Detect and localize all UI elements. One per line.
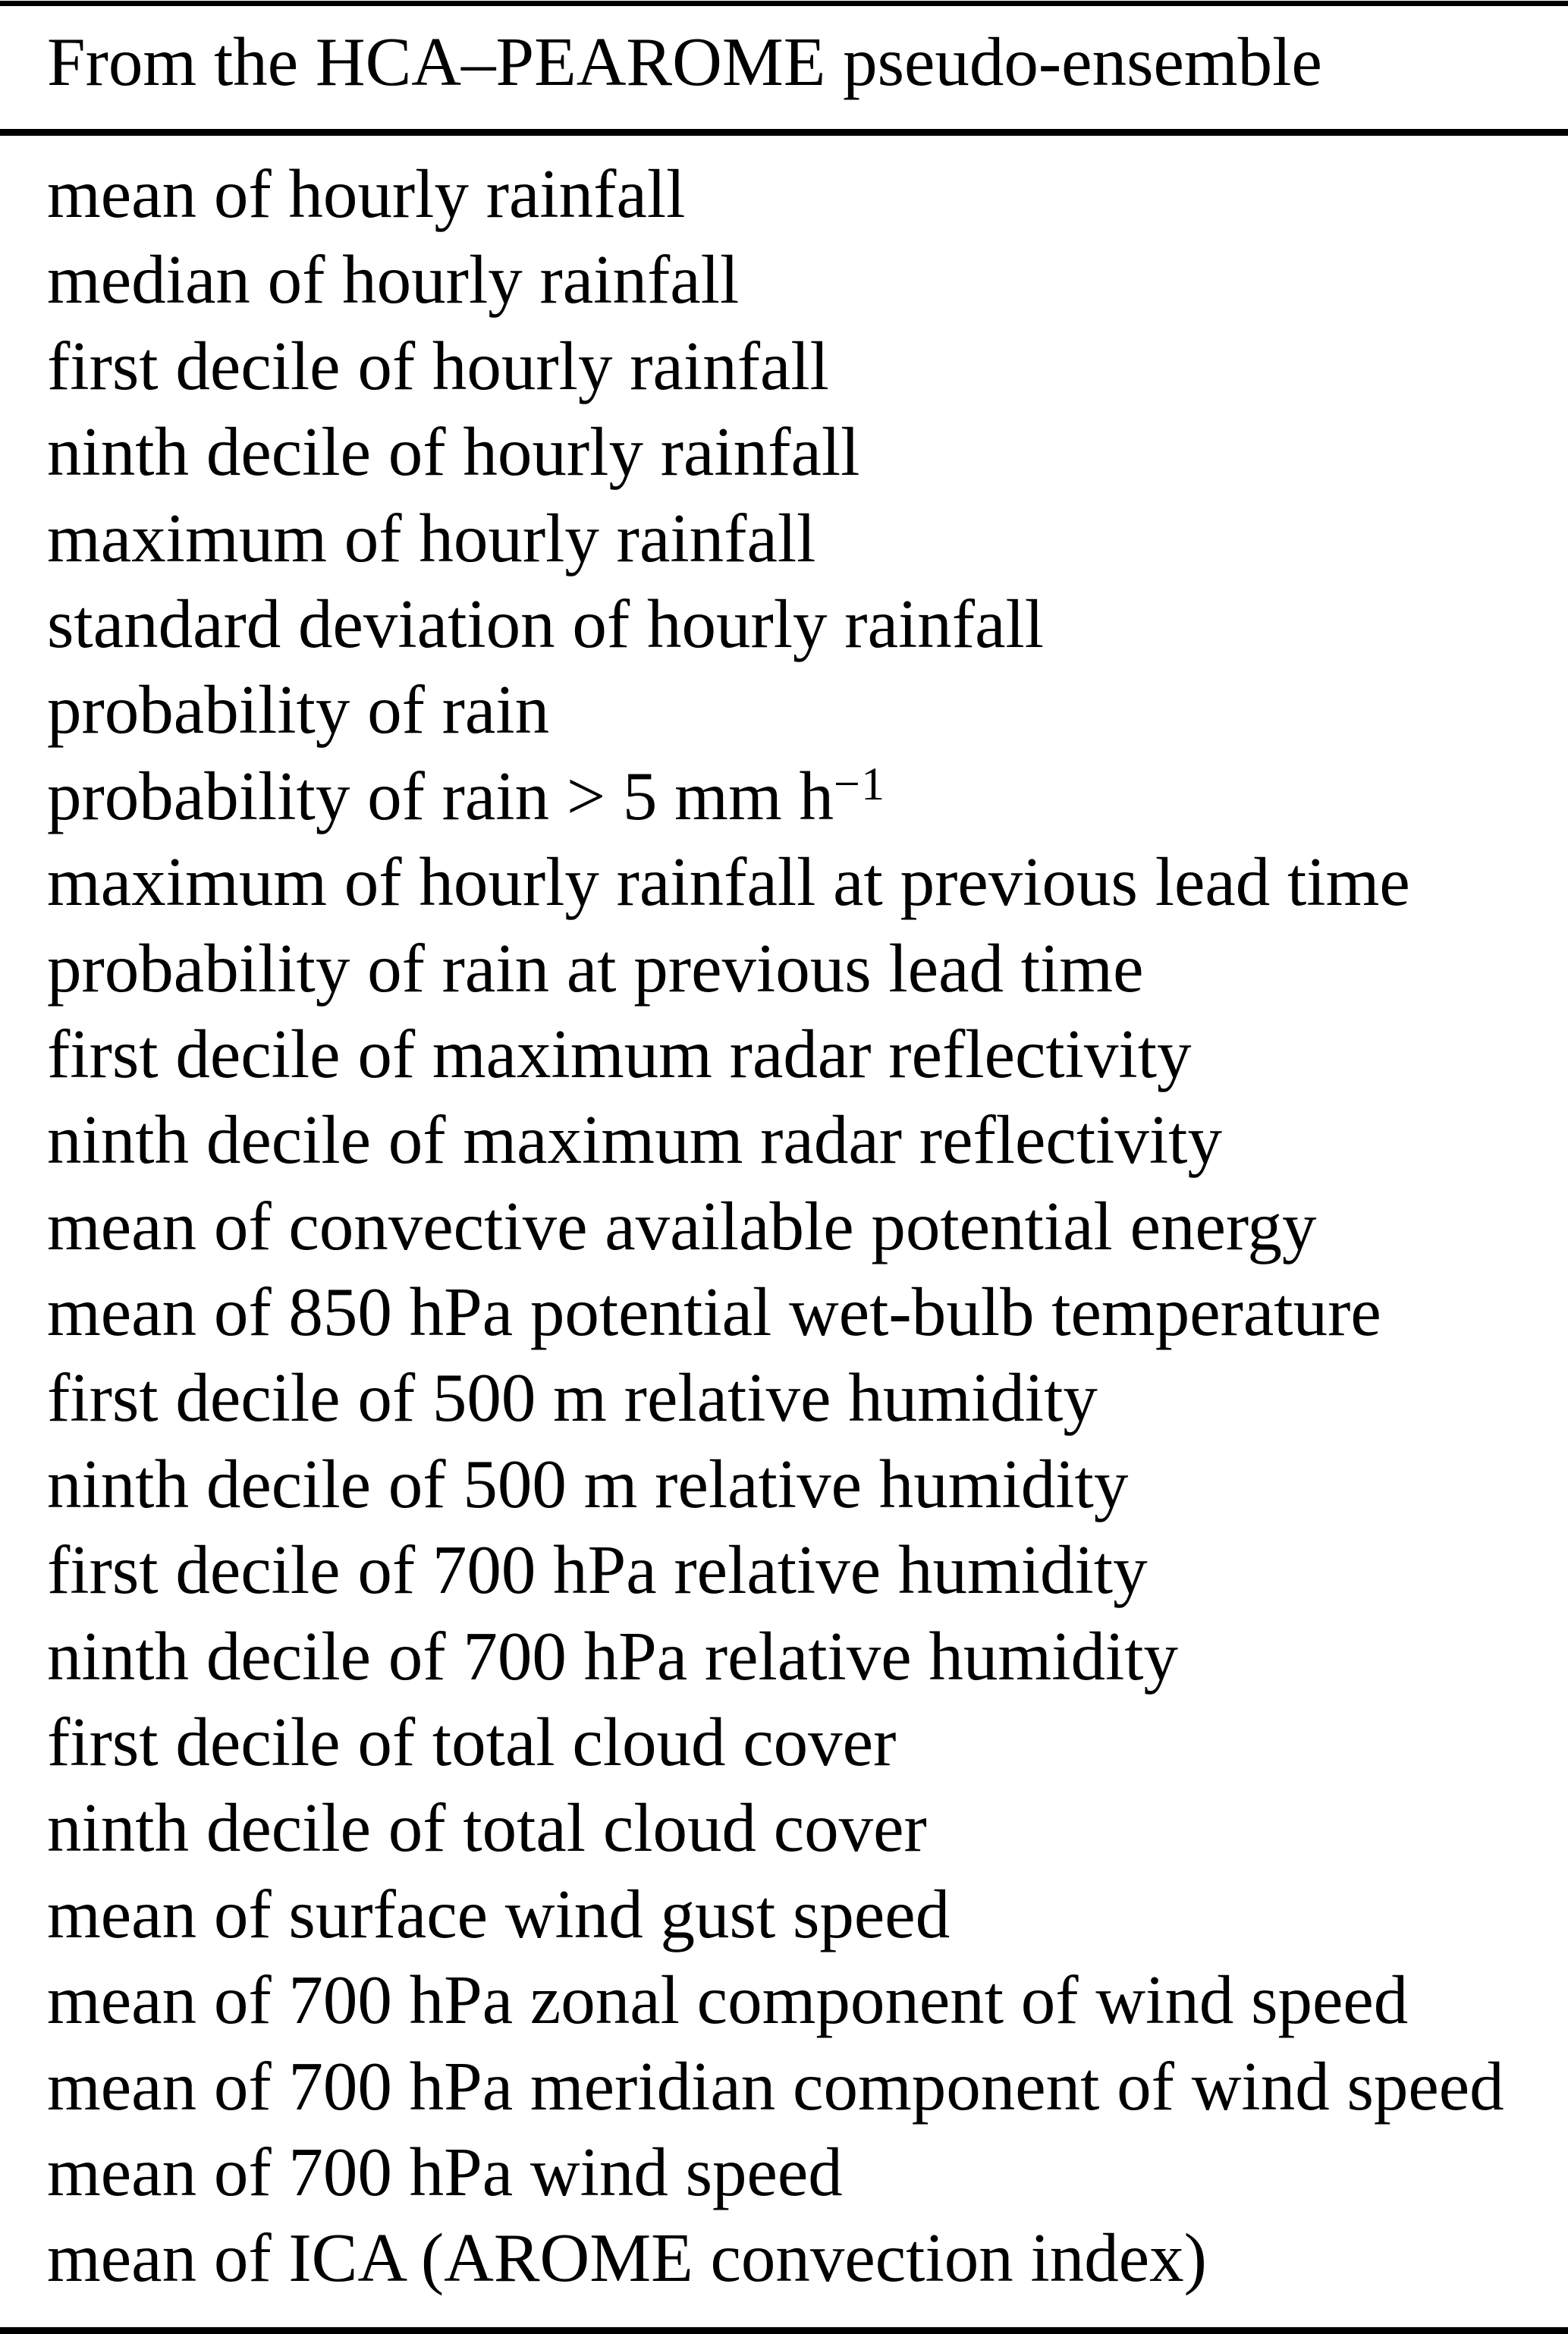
- row-text: first decile of 500 m relative humidity: [47, 1359, 1098, 1437]
- row-text: mean of 700 hPa wind speed: [47, 2133, 843, 2210]
- row-text: ninth decile of total cloud cover: [47, 1789, 927, 1867]
- table-rows: [47, 151, 1568, 2301]
- list-item: [47, 1269, 1568, 1355]
- row-superscript: −1: [834, 758, 886, 810]
- list-item: [47, 495, 1568, 581]
- row-text: ninth decile of 700 hPa relative humidity: [47, 1617, 1179, 1695]
- row-text: mean of 700 hPa meridian component of wind speed: [47, 2047, 1504, 2125]
- row-text: maximum of hourly rainfall: [47, 499, 816, 576]
- row-text: median of hourly rainfall: [47, 241, 740, 319]
- list-item: [47, 2129, 1568, 2215]
- list-item: [47, 1957, 1568, 2043]
- row-text: mean of 700 hPa zonal component of wind speed: [47, 1962, 1409, 2039]
- table-top-rule: [0, 1, 1568, 6]
- list-item: [47, 1097, 1568, 1183]
- list-item: [47, 925, 1568, 1011]
- table-header-rule: [0, 129, 1568, 136]
- row-text: first decile of total cloud cover: [47, 1704, 897, 1781]
- list-item: [47, 1441, 1568, 1527]
- list-item: [47, 667, 1568, 752]
- row-text: ninth decile of maximum radar reflectivity: [47, 1101, 1222, 1179]
- row-text: mean of convective available potential energy: [47, 1187, 1317, 1264]
- list-item: [47, 409, 1568, 495]
- list-item: [47, 839, 1568, 925]
- row-text: probability of rain at previous lead time: [47, 929, 1144, 1007]
- list-item: [47, 1183, 1568, 1269]
- row-text: probability of rain > 5 mm h: [47, 757, 834, 834]
- list-item: [47, 237, 1568, 322]
- list-item: [47, 151, 1568, 237]
- list-item: [47, 1011, 1568, 1097]
- row-text: maximum of hourly rainfall at previous lead time: [47, 843, 1410, 921]
- list-item: [47, 753, 1568, 839]
- list-item: [47, 2215, 1568, 2301]
- row-text: mean of hourly rainfall: [47, 155, 686, 232]
- row-text: mean of 850 hPa potential wet-bulb temperature: [47, 1274, 1381, 1351]
- list-item: [47, 1699, 1568, 1785]
- row-text: first decile of maximum radar reflectivity: [47, 1015, 1192, 1092]
- table-header-title: From the HCA–PEAROME pseudo-ensemble: [47, 24, 1322, 100]
- row-text: ninth decile of hourly rainfall: [47, 413, 860, 491]
- row-text: ninth decile of 500 m relative humidity: [47, 1445, 1129, 1522]
- row-text: mean of ICA (AROME convection index): [47, 2219, 1207, 2297]
- row-text: standard deviation of hourly rainfall: [47, 585, 1045, 662]
- list-item: [47, 581, 1568, 667]
- list-item: [47, 2043, 1568, 2129]
- row-text: mean of surface wind gust speed: [47, 1875, 951, 1952]
- list-item: [47, 1527, 1568, 1613]
- list-item: [47, 1785, 1568, 1871]
- row-text: first decile of 700 hPa relative humidity: [47, 1531, 1148, 1609]
- list-item: [47, 1355, 1568, 1440]
- row-text: first decile of hourly rainfall: [47, 327, 829, 404]
- list-item: [47, 1871, 1568, 1957]
- list-item: [47, 323, 1568, 409]
- list-item: [47, 1613, 1568, 1699]
- row-text: probability of rain: [47, 671, 550, 749]
- table-bottom-rule: [0, 2327, 1568, 2334]
